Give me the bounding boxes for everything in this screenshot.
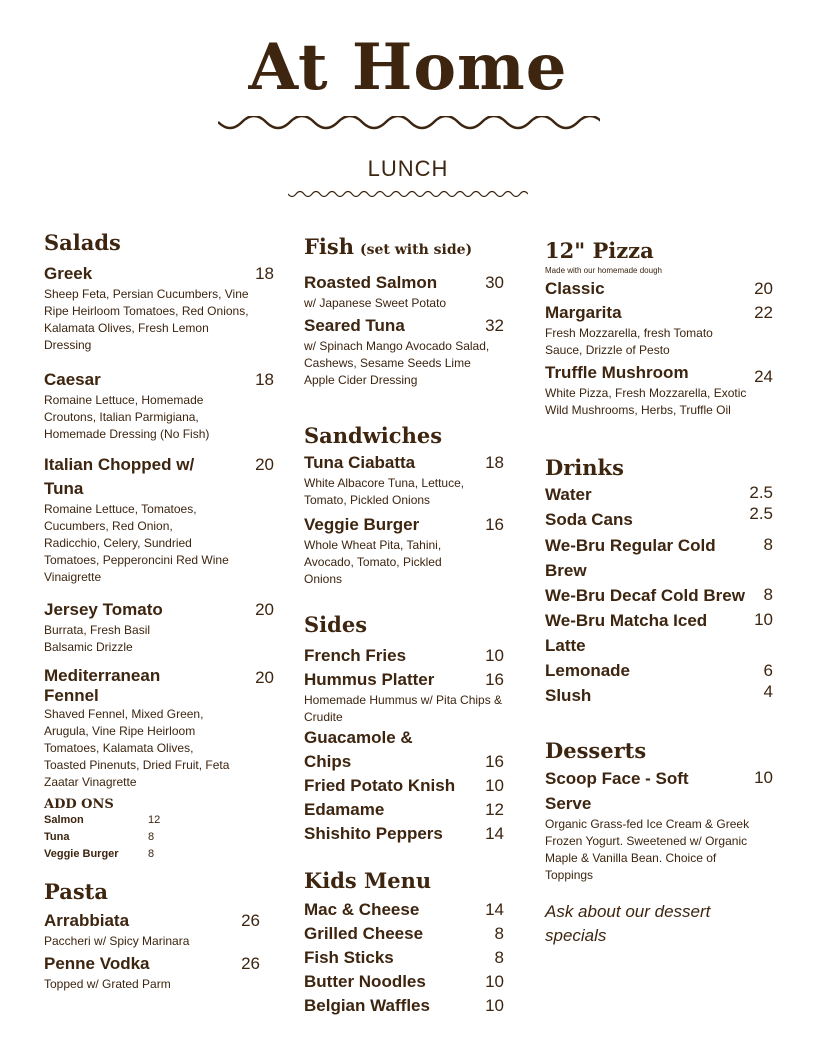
- menu-item: [545, 361, 773, 419]
- item-name: Veggie Burger: [304, 515, 420, 534]
- item-price: 18: [255, 370, 274, 389]
- addon-price: 12: [148, 814, 161, 826]
- menu-item: [545, 684, 773, 708]
- item-price: 8: [494, 924, 504, 943]
- item-description: White Albacore Tuna, Lettuce, Tomato, Pickled Onions: [304, 476, 465, 507]
- item-description: Homemade Hummus w/ Pita Chips & Crudite: [304, 693, 503, 724]
- item-name: Jersey Tomato: [44, 600, 163, 619]
- item-price: 20: [754, 279, 773, 298]
- menu-item: [44, 598, 274, 656]
- menu-item: [545, 277, 773, 301]
- menu-item: [304, 970, 504, 994]
- menu-item: [545, 504, 773, 532]
- menu-item: [304, 644, 504, 668]
- item-name: Greek: [44, 264, 93, 283]
- item-price: 14: [485, 824, 504, 843]
- menu-item: [304, 994, 504, 1018]
- item-name: Penne Vodka: [44, 954, 150, 973]
- item-price: 20: [255, 668, 274, 687]
- item-price: 26: [241, 911, 260, 930]
- addon-row: [44, 829, 274, 846]
- menu-item: [304, 726, 504, 774]
- addon-name: Salmon: [44, 814, 84, 826]
- fish-subtitle: (set with side): [359, 242, 473, 258]
- menu-item: [44, 952, 260, 993]
- item-price: 18: [255, 264, 274, 283]
- kids-menu-heading: Kids Menu: [304, 868, 432, 893]
- item-price: 6: [763, 661, 773, 680]
- addon-name: Tuna: [44, 831, 70, 843]
- menu-item: [545, 483, 773, 507]
- dessert-specials-note: Ask about our dessert specials: [545, 902, 711, 945]
- item-name: Tuna Ciabatta: [304, 453, 416, 472]
- menu-item: [545, 608, 773, 658]
- item-price: 22: [754, 303, 773, 322]
- item-description: Topped w/ Grated Parm: [44, 977, 171, 991]
- item-price: 26: [241, 954, 260, 973]
- addon-name: Veggie Burger: [44, 848, 119, 860]
- item-price: 4: [763, 682, 773, 701]
- menu-item: [44, 453, 274, 586]
- menu-subtitle: LUNCH: [367, 156, 449, 181]
- menu-item: [304, 774, 504, 798]
- item-price: 8: [494, 948, 504, 967]
- column-left: [44, 230, 274, 993]
- item-description: Romaine Lettuce, Tomatoes, Cucumbers, Red Onion, Radicchio, Celery, Sundried Tomatoes, Pepperoncini Red Wine Vinaigrette: [44, 502, 229, 584]
- item-name: Seared Tuna: [304, 316, 405, 335]
- addon-row: [44, 812, 274, 829]
- item-price: 20: [255, 455, 274, 474]
- wave-divider-large: [218, 116, 600, 136]
- menu-item: [44, 368, 274, 443]
- item-name: Hummus Platter: [304, 670, 435, 689]
- item-price: 16: [485, 515, 504, 534]
- column-middle: [304, 234, 504, 1018]
- item-name: Soda Cans: [545, 510, 633, 529]
- item-description: w/ Japanese Sweet Potato: [304, 296, 447, 310]
- item-name: Lemonade: [545, 661, 631, 680]
- item-price: 12: [485, 800, 504, 819]
- item-description: Fresh Mozzarella, fresh Tomato Sauce, Drizzle of Pesto: [545, 326, 713, 357]
- menu-item: [304, 898, 504, 922]
- addon-row: [44, 846, 274, 863]
- menu-item: [304, 922, 504, 946]
- item-description: White Pizza, Fresh Mozzarella, Exotic Wild Mushrooms, Herbs, Truffle Oil: [545, 386, 747, 417]
- item-description: w/ Spinach Mango Avocado Salad, Cashews, Sesame Seeds Lime Apple Cider Dressing: [304, 339, 490, 387]
- pizza-note: Made with our homemade dough: [545, 266, 662, 275]
- fish-heading: [304, 234, 504, 263]
- item-price: 18: [485, 453, 504, 472]
- addon-price: 8: [148, 831, 155, 843]
- item-price: 2.5: [749, 483, 773, 502]
- drinks-heading: Drinks: [545, 455, 624, 480]
- item-name: Classic: [545, 279, 605, 298]
- menu-item: [304, 451, 504, 509]
- menu-item: [304, 314, 504, 389]
- pasta-heading: Pasta: [44, 879, 108, 904]
- item-description: Organic Grass-fed Ice Cream & Greek Frozen Yogurt. Sweetened w/ Organic Maple & Vanilla Bean. Choice of Toppings: [545, 817, 750, 882]
- column-right: [545, 238, 773, 948]
- item-name: Caesar: [44, 370, 101, 389]
- menu-item: [545, 659, 773, 683]
- item-price: 10: [485, 776, 504, 795]
- addon-price: 8: [148, 848, 155, 860]
- desserts-heading: Desserts: [545, 738, 647, 763]
- item-price: 16: [485, 670, 504, 689]
- item-name: Grilled Cheese: [304, 924, 424, 943]
- menu-item: [304, 513, 504, 588]
- item-description: Paccheri w/ Spicy Marinara: [44, 934, 190, 948]
- item-name: Roasted Salmon: [304, 273, 438, 292]
- menu-item: [44, 909, 260, 950]
- item-price: 16: [485, 752, 504, 771]
- item-name: Butter Noodles: [304, 972, 426, 991]
- item-description: Romaine Lettuce, Homemade Croutons, Italian Parmigiana, Homemade Dressing (No Fish): [44, 393, 210, 441]
- menu-item: [44, 262, 274, 354]
- wave-divider-small: [288, 190, 528, 200]
- item-price: 10: [754, 610, 773, 629]
- item-price: 8: [763, 535, 773, 554]
- fish-title: Fish: [304, 234, 354, 259]
- item-description: Burrata, Fresh Basil Balsamic Drizzle: [44, 623, 151, 654]
- item-price: 10: [485, 646, 504, 665]
- item-price: 20: [255, 600, 274, 619]
- item-name: Truffle Mushroom: [545, 363, 689, 382]
- restaurant-title: At Home: [248, 30, 568, 105]
- item-price: 24: [754, 367, 773, 386]
- item-name: We-Bru Decaf Cold Brew: [545, 586, 745, 605]
- menu-item: [44, 666, 274, 791]
- item-name: Guacamole & Chips: [304, 728, 413, 771]
- item-price: 8: [763, 585, 773, 604]
- item-name: We-Bru Regular Cold Brew: [545, 536, 716, 580]
- menu-item: [304, 271, 504, 312]
- item-name: Belgian Waffles: [304, 996, 430, 1015]
- addons-heading: ADD ONS: [44, 797, 114, 812]
- item-price: 30: [485, 273, 504, 292]
- item-name: We-Bru Matcha Iced Latte: [545, 611, 708, 655]
- item-name: Fried Potato Knish: [304, 776, 456, 795]
- menu-item: [304, 946, 504, 970]
- item-name: Margarita: [545, 303, 622, 322]
- item-description: Whole Wheat Pita, Tahini, Avocado, Tomato, Pickled Onions: [304, 538, 442, 586]
- item-name: Slush: [545, 686, 592, 705]
- sides-heading: Sides: [304, 612, 368, 637]
- item-name: Italian Chopped w/ Tuna: [44, 455, 195, 498]
- item-name: Mediterranean Fennel: [44, 666, 161, 705]
- item-name: Mac & Cheese: [304, 900, 420, 919]
- menu-item: [304, 798, 504, 822]
- menu-item: [545, 533, 773, 583]
- pizza-heading: 12" Pizza: [545, 238, 654, 263]
- item-name: Shishito Peppers: [304, 824, 443, 843]
- sandwiches-heading: Sandwiches: [304, 423, 443, 448]
- item-name: Water: [545, 485, 592, 504]
- item-name: French Fries: [304, 646, 407, 665]
- item-description: Sheep Feta, Persian Cucumbers, Vine Ripe Heirloom Tomatoes, Red Onions, Kalamata Olives, Fresh Lemon Dressing: [44, 287, 249, 352]
- item-name: Fish Sticks: [304, 948, 394, 967]
- salads-heading: Salads: [44, 230, 121, 255]
- item-name: Edamame: [304, 800, 385, 819]
- menu-item: [545, 766, 773, 884]
- item-description: Shaved Fennel, Mixed Green, Arugula, Vine Ripe Heirloom Tomatoes, Kalamata Olives, Toasted Pinenuts, Dried Fruit, Feta Zaatar Vinagrette: [44, 707, 230, 789]
- item-price: 14: [485, 900, 504, 919]
- menu-item: [545, 301, 773, 359]
- item-price: 32: [485, 316, 504, 335]
- item-price: 10: [485, 996, 504, 1015]
- item-price: 10: [485, 972, 504, 991]
- menu-item: [304, 668, 504, 726]
- menu-item: [304, 822, 504, 846]
- item-name: Arrabbiata: [44, 911, 130, 930]
- item-name: Scoop Face - Soft Serve: [545, 769, 689, 813]
- item-price: 10: [754, 768, 773, 787]
- item-price: 2.5: [749, 504, 773, 523]
- menu-item: [545, 583, 773, 608]
